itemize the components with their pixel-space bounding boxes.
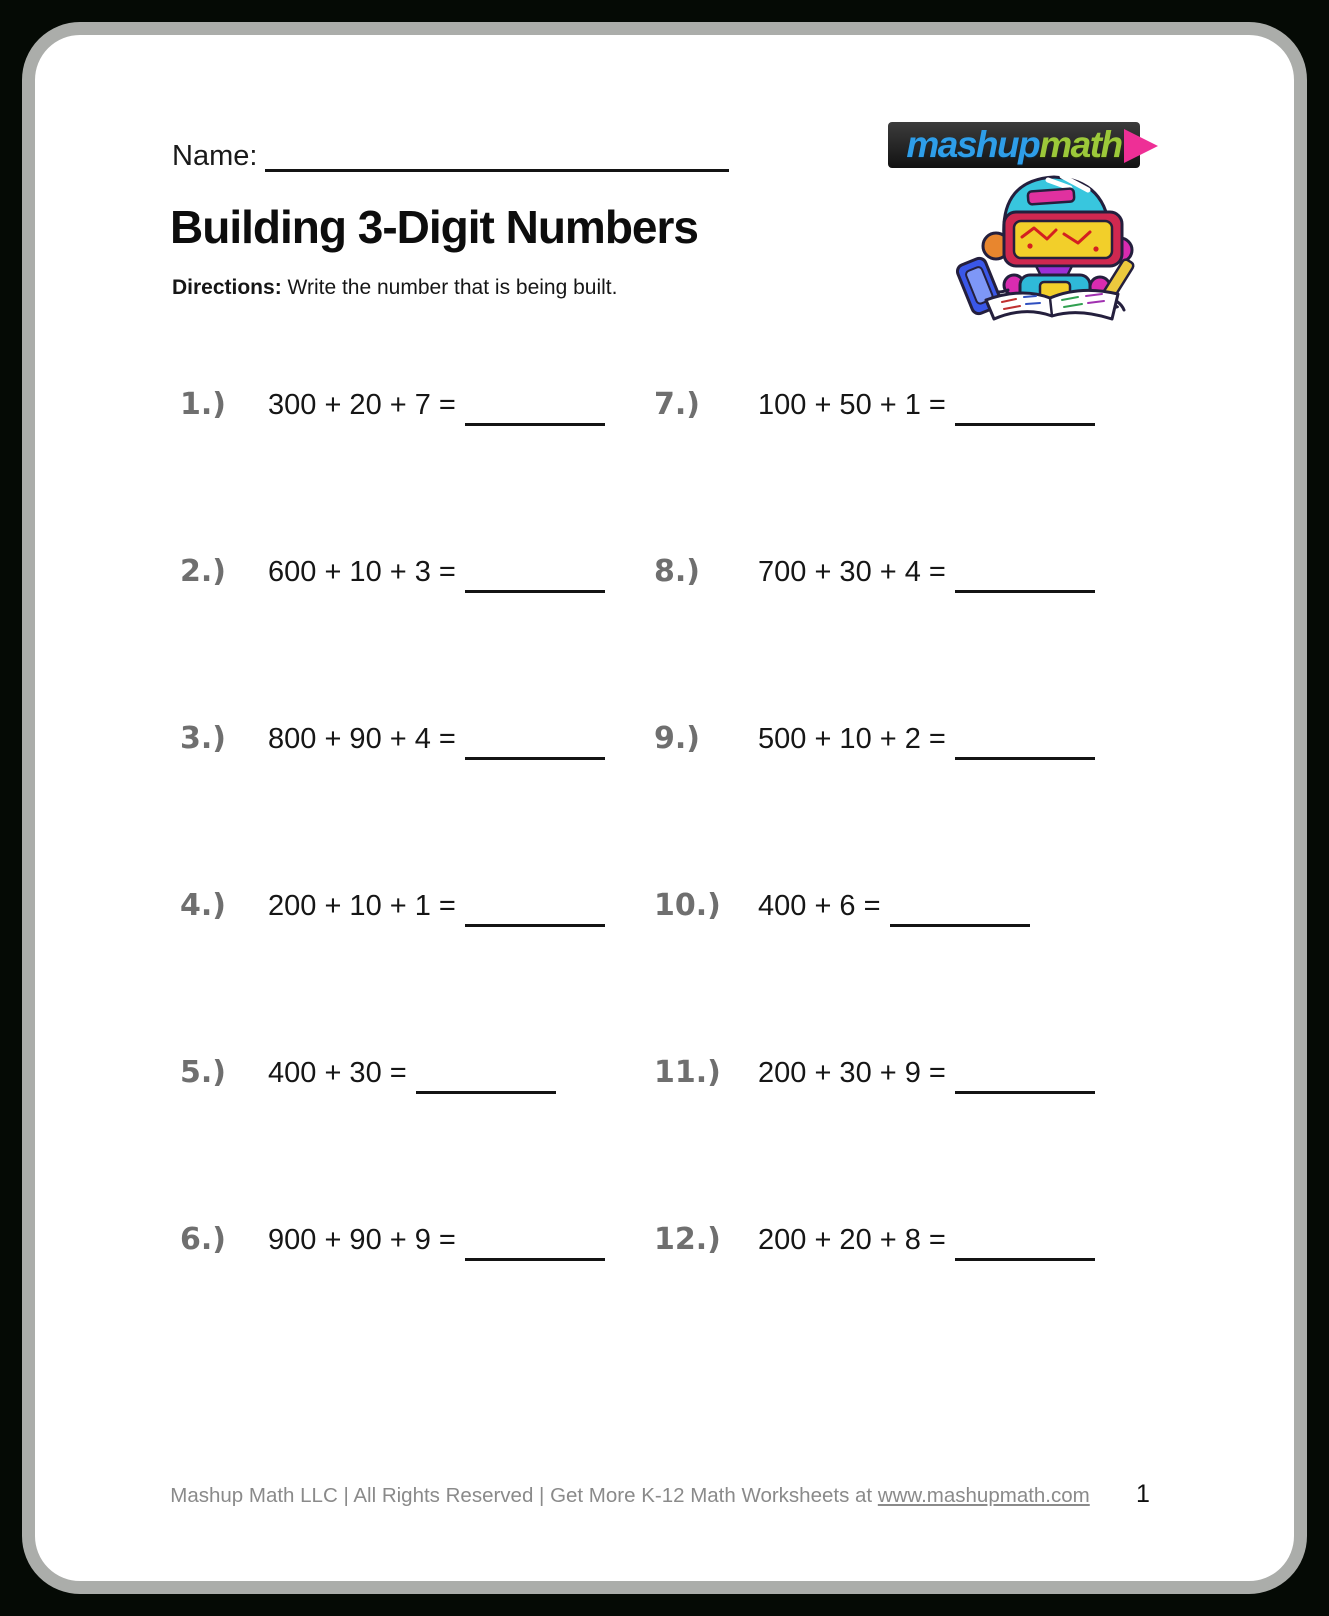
answer-blank[interactable] [890,924,1030,927]
problem-row [180,1053,556,1094]
logo-text-mashup: mashup [906,124,1040,165]
problem-number: 4.) [180,888,226,923]
problem-row [180,552,605,593]
problem-row [654,552,1095,593]
answer-blank[interactable] [465,1258,605,1261]
answer-blank[interactable] [955,1091,1095,1094]
problem-number: 3.) [180,721,226,756]
problem-expression: 500 + 10 + 2 = [758,723,946,755]
problem-row [654,886,1030,927]
footer [120,1484,1140,1508]
answer-blank[interactable] [465,924,605,927]
problem-row [180,719,605,760]
page-number: 1 [1136,1480,1150,1508]
problem-expression: 300 + 20 + 7 = [268,389,456,421]
name-label: Name: [172,140,258,172]
problem-expression: 400 + 6 = [758,890,881,922]
directions [172,276,617,300]
problem-row [654,1053,1095,1094]
answer-blank[interactable] [465,757,605,760]
problem-number: 7.) [654,387,700,422]
problem-row [654,1220,1095,1261]
problem-number: 12.) [654,1222,721,1257]
directions-text: Write the number that is being built. [281,276,618,299]
answer-blank[interactable] [465,423,605,426]
answer-blank[interactable] [955,423,1095,426]
logo-text-math: math [1039,124,1122,165]
play-icon [1124,129,1158,163]
footer-link[interactable]: www.mashupmath.com [877,1484,1090,1507]
robot-mascot-illustration [952,164,1148,324]
footer-text: Mashup Math LLC | All Rights Reserved | Get More K-12 Math Worksheets at [170,1484,878,1507]
page-title: Building 3-Digit Numbers [170,201,698,253]
problem-expression: 200 + 10 + 1 = [268,890,456,922]
problem-number: 11.) [654,1055,721,1090]
name-row [172,140,729,173]
problem-number: 8.) [654,554,700,589]
problem-number: 5.) [180,1055,226,1090]
mashupmath-logo [888,122,1140,168]
problem-number: 1.) [180,387,226,422]
problem-expression: 100 + 50 + 1 = [758,389,946,421]
problem-row [180,385,605,426]
problem-number: 10.) [654,888,721,923]
problem-expression: 600 + 10 + 3 = [268,556,456,588]
problem-expression: 700 + 30 + 4 = [758,556,946,588]
name-input-line[interactable] [265,169,729,172]
answer-blank[interactable] [955,1258,1095,1261]
answer-blank[interactable] [955,590,1095,593]
answer-blank[interactable] [416,1091,556,1094]
problem-row [180,886,605,927]
problem-number: 6.) [180,1222,226,1257]
answer-blank[interactable] [465,590,605,593]
problem-expression: 200 + 20 + 8 = [758,1224,946,1256]
problem-expression: 800 + 90 + 4 = [268,723,456,755]
problem-row [654,385,1095,426]
problem-row [654,719,1095,760]
problem-expression: 200 + 30 + 9 = [758,1057,946,1089]
answer-blank[interactable] [955,757,1095,760]
problem-expression: 900 + 90 + 9 = [268,1224,456,1256]
problem-row [180,1220,605,1261]
problem-number: 2.) [180,554,226,589]
problem-number: 9.) [654,721,700,756]
directions-label: Directions: [172,276,282,299]
problem-expression: 400 + 30 = [268,1057,407,1089]
